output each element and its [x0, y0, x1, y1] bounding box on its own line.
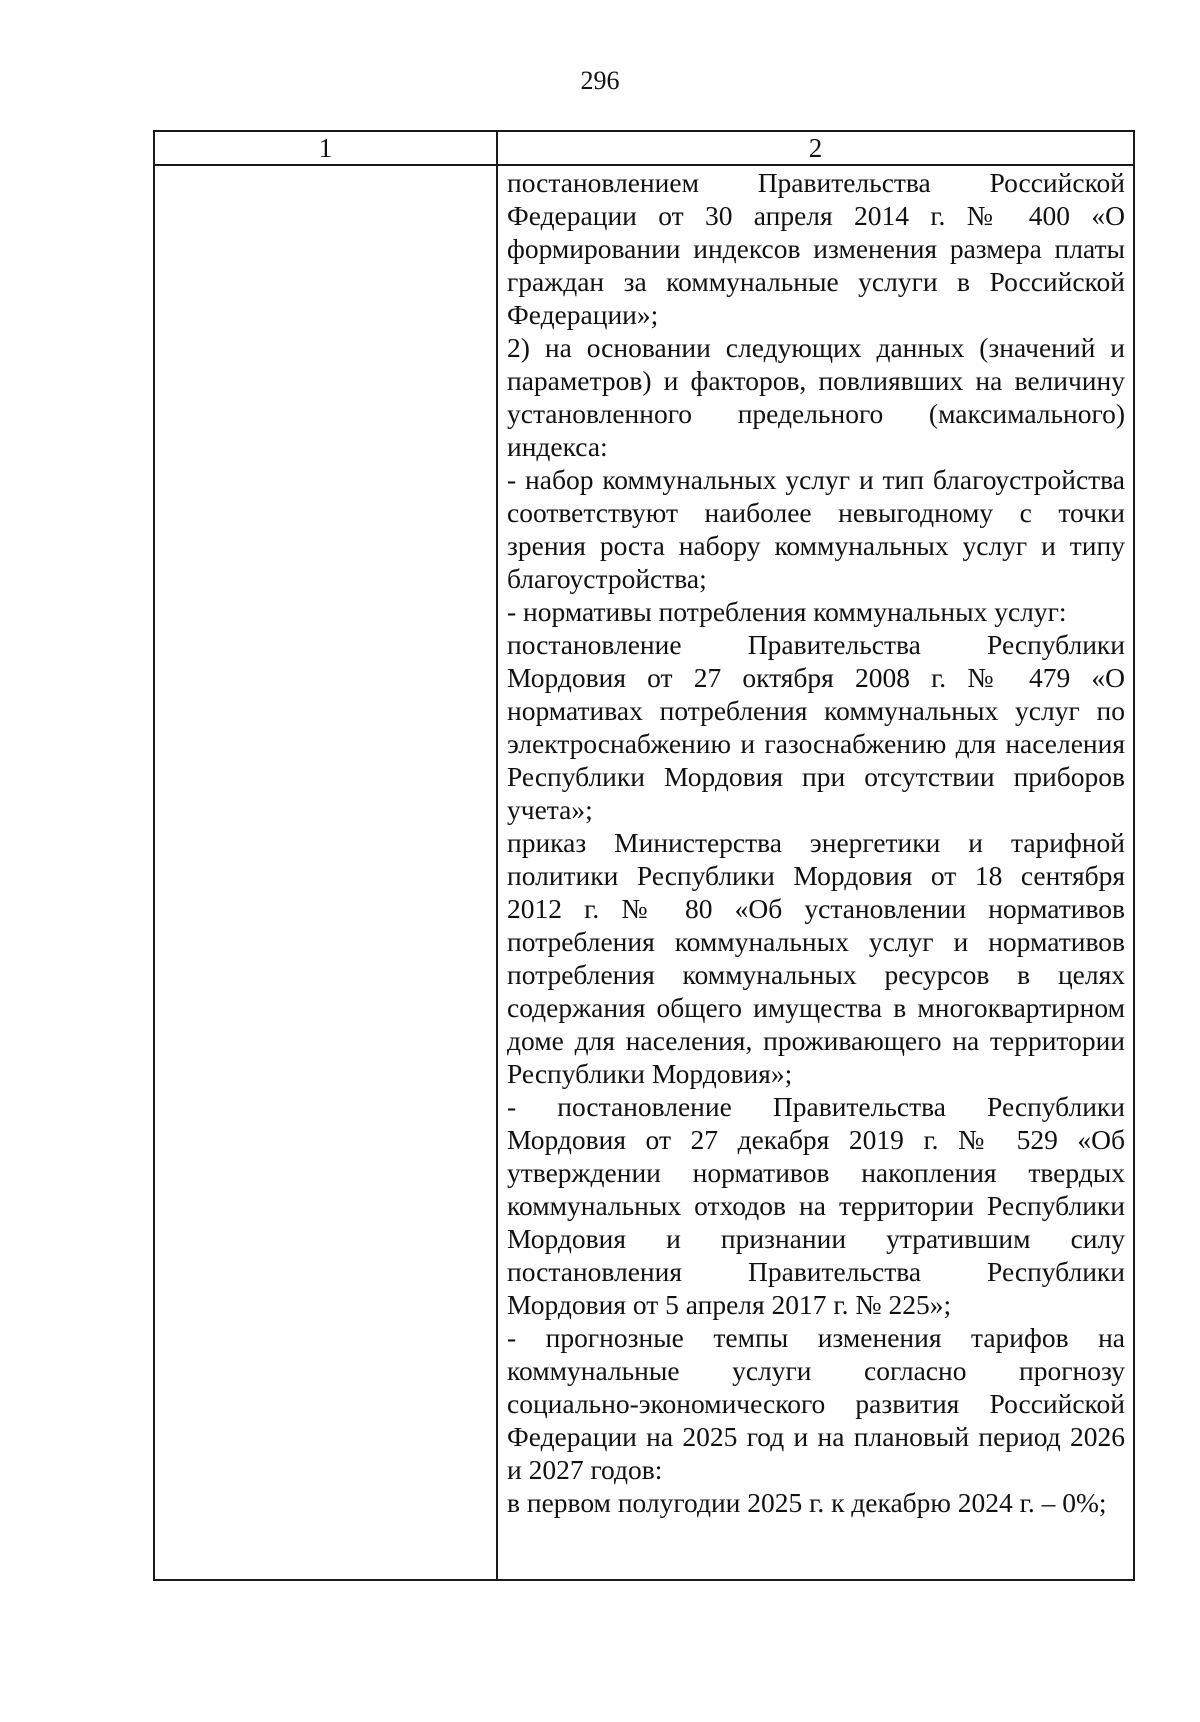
table-header-row — [155, 132, 1133, 166]
document-table — [153, 130, 1135, 1581]
paragraph: постановление Правительства Республики Мордовия от 27 октября 2008 г. № 479 «О нормативах потребления коммунальных услуг по электроснабжению и газоснабжению для населения Республики Мордовия при отсутствии приборов учета»; — [507, 629, 1125, 825]
table-header-col-1: 1 — [318, 133, 333, 163]
paragraph: 2) на основании следующих данных (значений и параметров) и факторов, повлиявших на величину установленного предельного (максимального) индекса: — [507, 332, 1125, 462]
paragraph: - набор коммунальных услуг и тип благоустройства соответствуют наиболее невыгодному с точки зрения роста набору коммунальных услуг и типу благоустройства; — [507, 464, 1125, 594]
paragraph: - постановление Правительства Республики Мордовия от 27 декабря 2019 г. № 529 «Об утверждении нормативов накопления твердых коммунальных отходов на территории Республики Мордовия и признании утратившим силу постановления Правительства Республики Мордовия от 5 апреля 2017 г. № 225»; — [507, 1091, 1125, 1320]
table-cell-col-2 — [507, 166, 1125, 1519]
paragraph: - нормативы потребления коммунальных услуг: — [507, 596, 1067, 627]
paragraph: в первом полугодии 2025 г. к декабрю 2024 г. – 0%; — [507, 1487, 1107, 1518]
paragraph: приказ Министерства энергетики и тарифной политики Республики Мордовия от 18 сентября 2012 г. № 80 «Об установлении нормативов потребления коммунальных услуг и нормативов потребления коммунальных ресурсов в целях содержания общего имущества в многоквартирном доме для населения, проживающего на территории Республики Мордовия»; — [507, 827, 1125, 1089]
paragraph: - прогнозные темпы изменения тарифов на коммунальные услуги согласно прогнозу социально-экономического развития Российской Федерации на 2025 год и на плановый период 2026 и 2027 годов: — [507, 1322, 1125, 1485]
paragraph: постановлением Правительства Российской Федерации от 30 апреля 2014 г. № 400 «О формировании индексов изменения размера платы граждан за коммунальные услуги в Российской Федерации»; — [507, 167, 1125, 330]
page-number: 296 — [580, 66, 620, 95]
table-header-col-2: 2 — [808, 133, 823, 163]
column-divider — [496, 132, 498, 1579]
